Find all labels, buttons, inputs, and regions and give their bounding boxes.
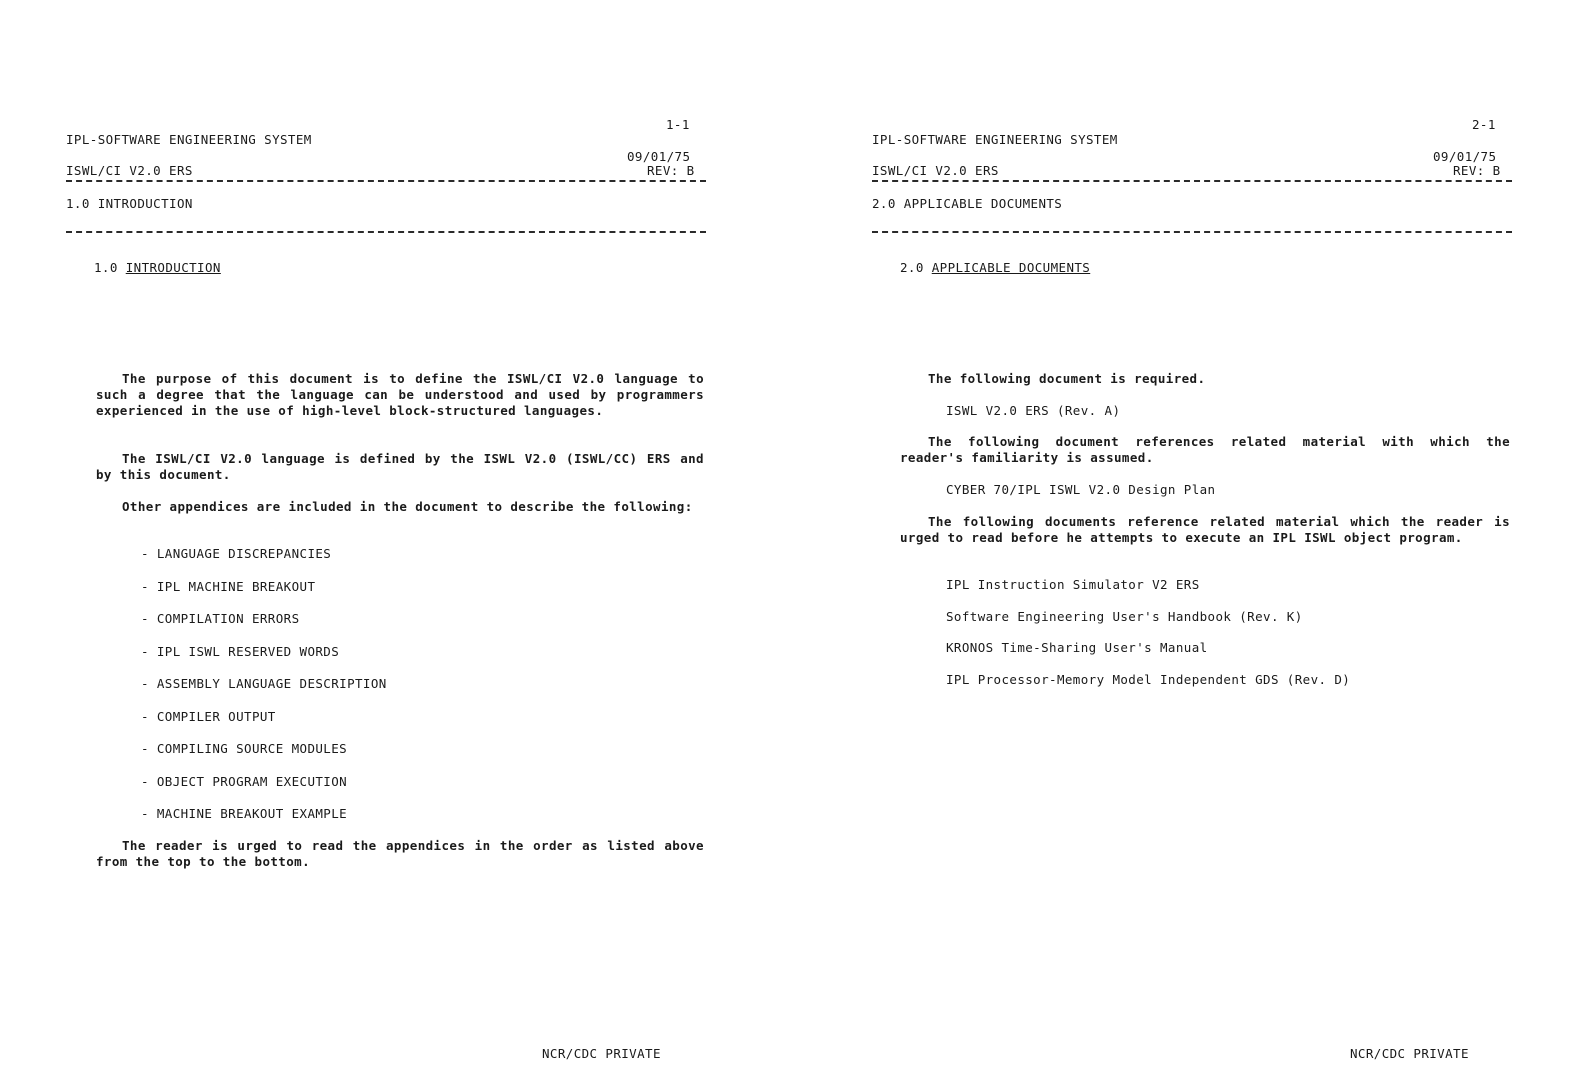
list-item: - LANGUAGE DISCREPANCIES: [141, 546, 332, 561]
reference-item: KRONOS Time-Sharing User's Manual: [946, 640, 1208, 655]
section-header: 1.0 INTRODUCTION: [66, 196, 193, 211]
system-title: IPL-SOFTWARE ENGINEERING SYSTEM: [66, 132, 312, 147]
section-rule: [66, 231, 706, 233]
revision-label: REV: B: [647, 163, 695, 178]
list-item: - IPL ISWL RESERVED WORDS: [141, 643, 340, 659]
section-title: INTRODUCTION: [125, 260, 221, 275]
list-item: - MACHINE BREAKOUT EXAMPLE: [141, 806, 348, 821]
system-title: IPL-SOFTWARE ENGINEERING SYSTEM: [872, 132, 1118, 147]
reference-list: [946, 577, 1350, 703]
reference-item: CYBER 70/IPL ISWL V2.0 Design Plan: [946, 482, 1216, 497]
revision-label: REV: B: [1453, 163, 1501, 178]
document-page-1-1: [66, 0, 706, 1080]
section-heading: [900, 260, 1090, 275]
paragraph-purpose: The purpose of this document is to define the ISWL/CI V2.0 language to such a degree that the language can be understood and used by programmers experienced in the use of high-level block-structured languages.: [96, 371, 704, 418]
paragraph-familiarity: The following document references related material with which the reader's familiarity is assumed.: [900, 434, 1510, 465]
document-title: ISWL/CI V2.0 ERS: [872, 163, 999, 178]
section-header: 2.0 APPLICABLE DOCUMENTS: [872, 196, 1063, 211]
reference-item: ISWL V2.0 ERS (Rev. A): [946, 403, 1121, 418]
page-number: 1-1: [666, 117, 690, 132]
paragraph-urged: The following documents reference related material which the reader is urged to read before he attempts to execute an IPL ISWL object program.: [900, 514, 1510, 545]
section-heading: [94, 260, 221, 275]
reference-item: IPL Instruction Simulator V2 ERS: [946, 577, 1200, 592]
section-number: 2.0: [900, 260, 924, 275]
paragraph-required: The following document is required.: [928, 371, 1206, 386]
document-title: ISWL/CI V2.0 ERS: [66, 163, 193, 178]
page-footer: NCR/CDC PRIVATE: [1350, 1046, 1469, 1061]
document-page-2-1: [872, 0, 1512, 1080]
list-item: - COMPILER OUTPUT: [141, 708, 276, 724]
header-rule: [66, 180, 706, 182]
list-item: - COMPILATION ERRORS: [141, 611, 300, 626]
list-item: - IPL MACHINE BREAKOUT: [141, 578, 316, 594]
page-footer: NCR/CDC PRIVATE: [542, 1046, 661, 1061]
section-number: 1.0: [94, 260, 118, 275]
list-item: - OBJECT PROGRAM EXECUTION: [141, 773, 348, 789]
reference-item: Software Engineering User's Handbook (Rev. K): [946, 608, 1303, 624]
header-rule: [872, 180, 1512, 182]
paragraph-definition: The ISWL/CI V2.0 language is defined by the ISWL V2.0 (ISWL/CC) ERS and by this document.: [96, 451, 704, 482]
reference-item: IPL Processor-Memory Model Independent GDS (Rev. D): [946, 671, 1351, 687]
list-item: - ASSEMBLY LANGUAGE DESCRIPTION: [141, 676, 387, 691]
paragraph-appendices: Other appendices are included in the document to describe the following:: [122, 499, 693, 514]
section-rule: [872, 231, 1512, 233]
list-item: - COMPILING SOURCE MODULES: [141, 741, 348, 756]
paragraph-closing: The reader is urged to read the appendices in the order as listed above from the top to the bottom.: [96, 838, 704, 869]
page-number: 2-1: [1472, 117, 1496, 132]
section-title: APPLICABLE DOCUMENTS: [931, 260, 1091, 275]
document-date: 09/01/75: [627, 149, 691, 164]
appendix-list: [141, 546, 387, 839]
document-date: 09/01/75: [1433, 149, 1497, 164]
